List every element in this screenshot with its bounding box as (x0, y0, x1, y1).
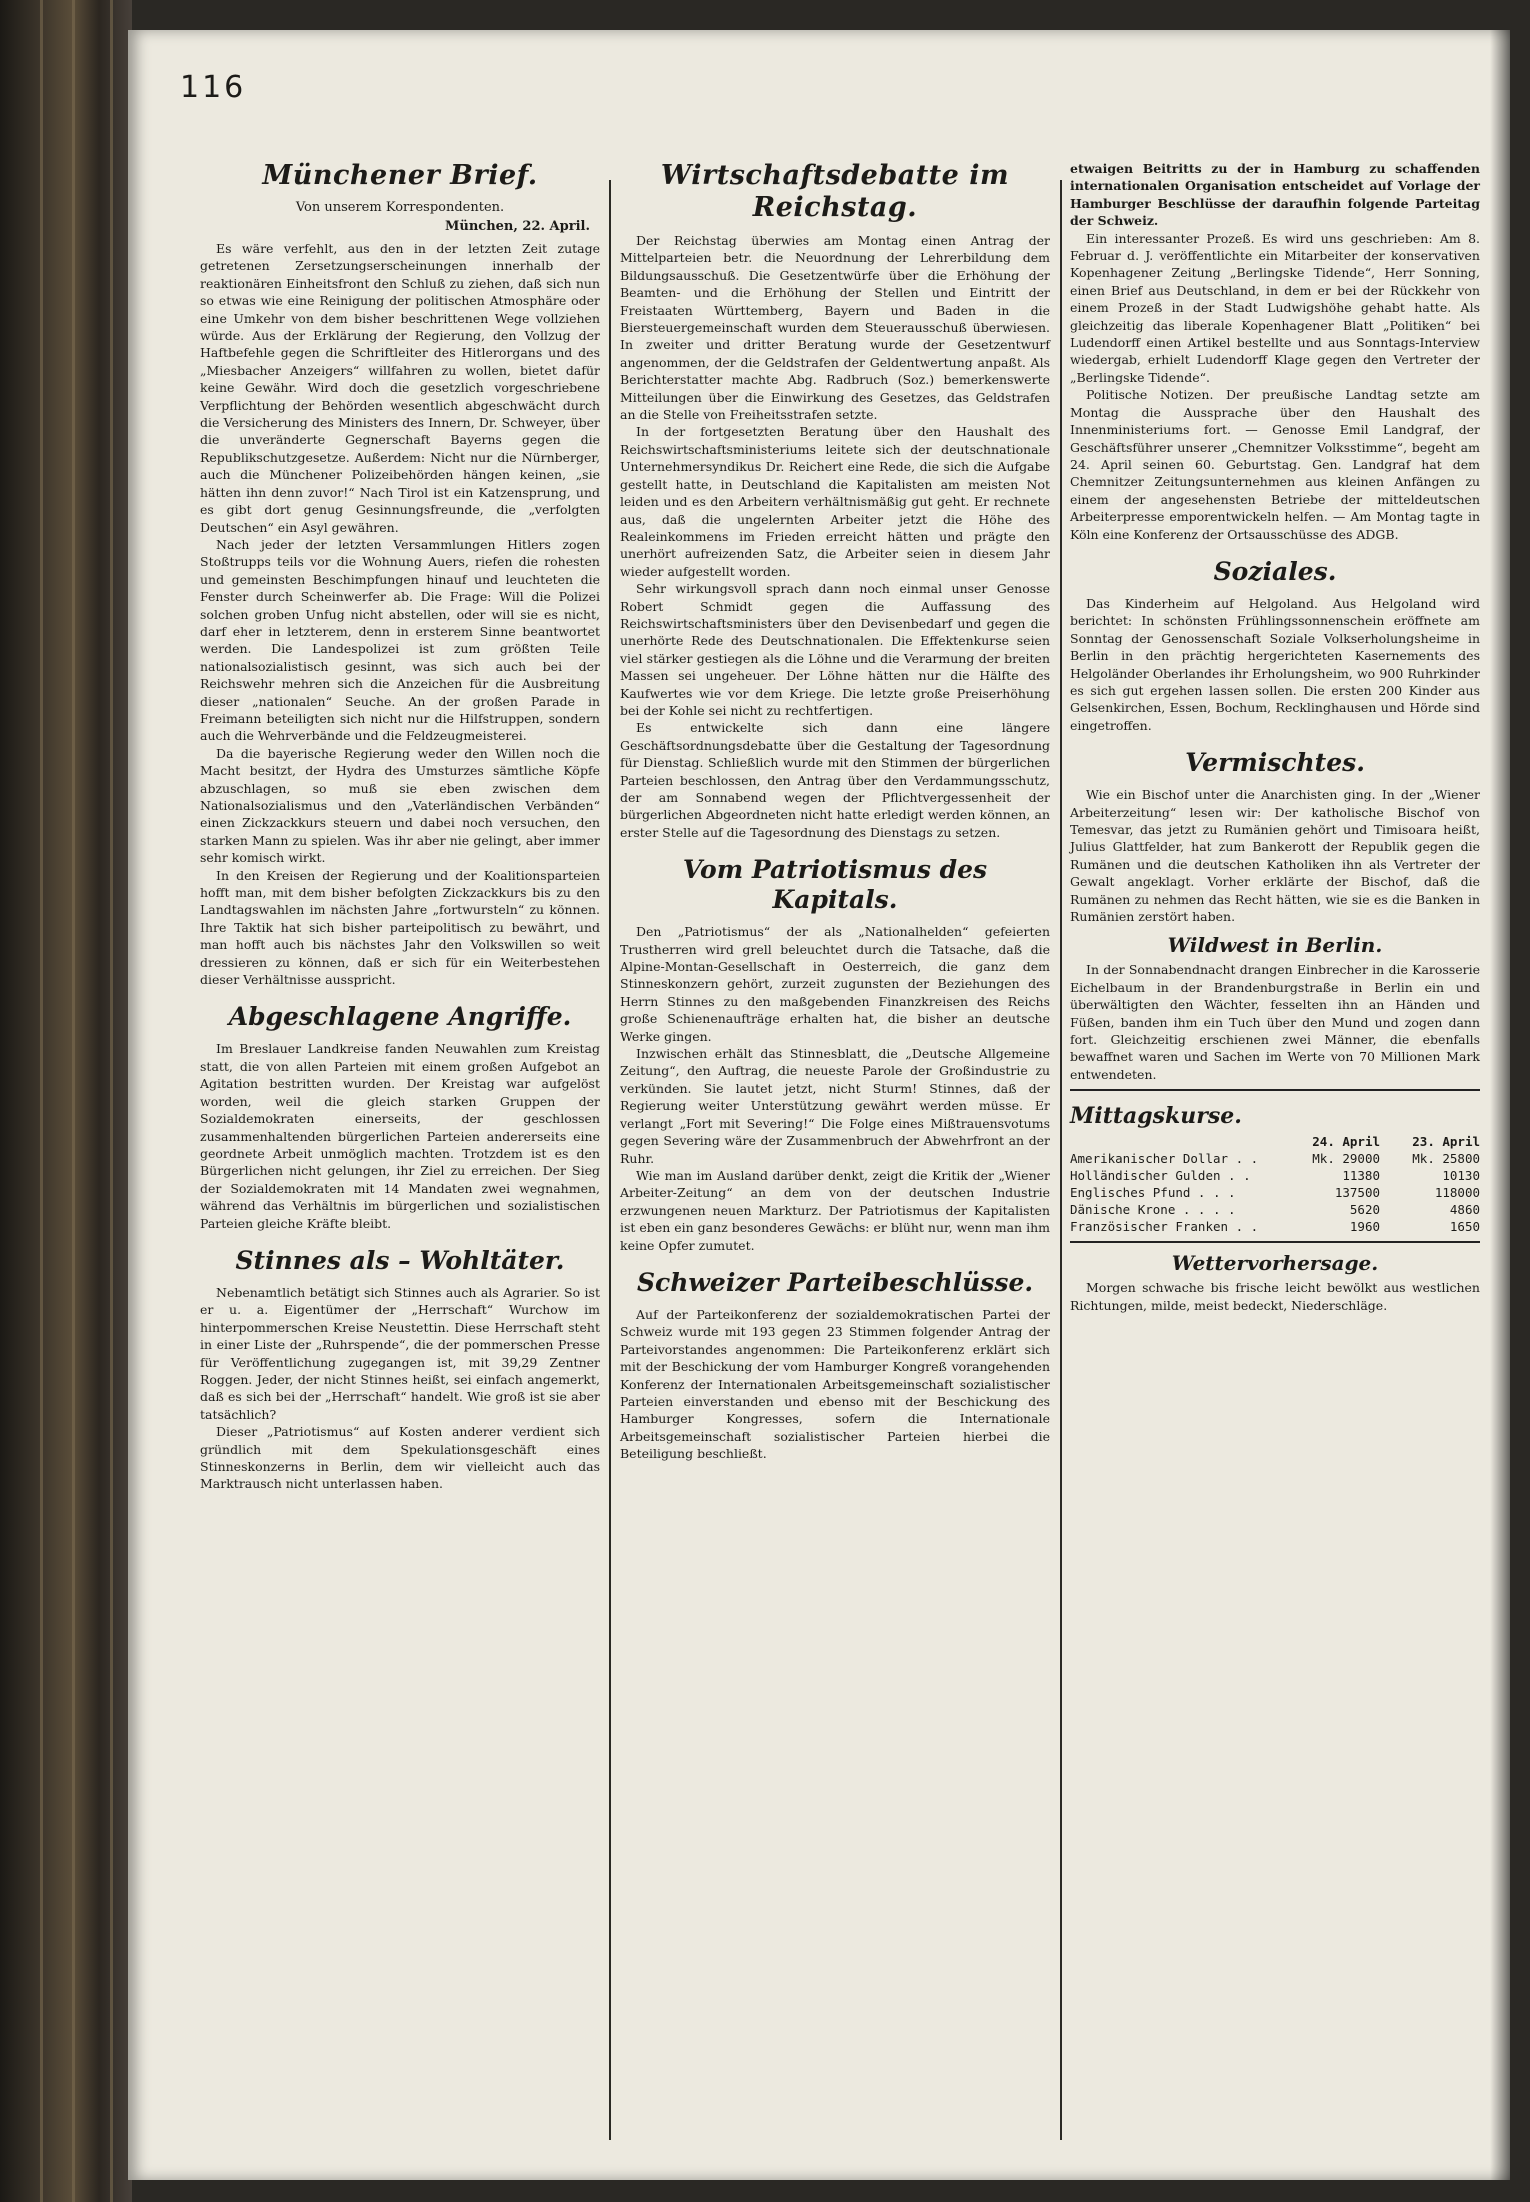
market-header (1070, 1133, 1480, 1150)
currency-name: Holländischer Gulden . . (1070, 1168, 1251, 1184)
rate-today: Mk. 29000 (1312, 1151, 1380, 1167)
paragraph: Wie man im Ausland darüber denkt, zeigt die Kritik der „Wiener Arbeiter-Zeitung“ an dem von der deutschen Industrie erzwungenen neuen Markturz. Der Patriotismus der Kapitalisten ist eben ein ganz besonderes Gewächs: er blüht nur, wenn man ihm keine Opfer zumutet. (620, 1167, 1050, 1253)
paragraph: Im Breslauer Landkreise fanden Neuwahlen zum Kreistag statt, die von allen Parteien mit einem großen Aufgebot an Agitation bestritten wurden. Der Kreistag war aufgelöst worden, weil die gleich starken Gruppen der Sozialdemokraten einerseits, der geschlossen zusammenhaltenden bürgerlichen Parteien andererseits eine geordnete Arbeit unmöglich machten. Trotzdem ist es den Bürgerlichen nicht gelungen, ihr Ziel zu erreichen. Der Sieg der Sozialdemokraten mit 14 Mandaten zwei wegnahmen, während das Verhältnis im bürgerlichen und sozialistischen Parteien gleiche Kräfte bleibt. (200, 1041, 600, 1231)
paragraph: Den „Patriotismus“ der als „Nationalhelden“ gefeierten Trustherren wird grell beleuchtet durch die Tatsache, daß die Alpine-Montan-Gesellschaft in Oesterreich, die ganz dem Stinneskonzern gehört, zurzeit zugunsten der Beziehungen des Herrn Stinnes zu den maßgebenden Finanzkreisen des Reichs große Schienenaufträge erhalten hat, die bisher an deutsche Werke gingen. (620, 924, 1050, 1044)
column-rule (609, 180, 611, 2140)
headline-abgeschlagene-angriffe: Abgeschlagene Angriffe. (228, 1002, 572, 1032)
subheading-wildwest-berlin: Wildwest in Berlin. (1167, 933, 1383, 958)
column-rule (1060, 180, 1062, 2140)
paragraph: Ein interessanter Prozeß. Es wird uns geschrieben: Am 8. Februar d. J. veröffentlichte ein Mitarbeiter der konservativen Kopenhagener Zeitung „Berlingske Tidende“, Herr Sonning, einen Brief aus Deutschland, in dem er bei der Rückkehr von einem Prozeß in der Stadt Ludwigshöhe gehabt hatte. Als gleichzeitig das liberale Kopenhagener Blatt „Politiken“ bei Ludendorff einen Artikel bestellte und aus Sonntags-Interview wiedergab, erhielt Ludendorff Klage gegen den Vertreter der „Berlingske Tidende“. (1070, 230, 1480, 385)
newspaper-page (128, 30, 1510, 2180)
market-row (1070, 1150, 1480, 1167)
divider (1070, 1089, 1480, 1091)
paragraph: Das Kinderheim auf Helgoland. Aus Helgoland wird berichtet: In schönsten Frühlingssonnenschein eröffnete am Sonntag der Genossenschaft Soziale Volkserholungsheime in Berlin in den prächtig hergerichteten Kasernements des Helgoländer Oberlandes ihr Erholungsheim, wo 900 Ruhrkinder es sich gut ergehen lassen sollen. Die ersten 200 Kinder aus Gelsenkirchen, Essen, Bochum, Recklinghausen und Hörde sind eingetroffen. (1070, 595, 1480, 733)
paragraph: Politische Notizen. Der preußische Landtag setzte am Montag die Aussprache über den Haushalt des Innenministeriums fort. — Genosse Emil Landgraf, der Geschäftsführer unserer „Chemnitzer Volksstimme“, begeht am 24. April seinen 60. Geburtstag. Gen. Landgraf hat dem Chemnitzer Zeitungsunternehmen aus kleinen Anfängen zu einem der angesehensten Betriebe der mitteldeutschen Arbeiterpresse emporentwickeln helfen. — Am Montag tagte in Köln eine Konferenz der Ortsausschüsse des ADGB. (1070, 387, 1480, 542)
rate-today: 137500 (1334, 1185, 1380, 1201)
paragraph: Auf der Parteikonferenz der sozialdemokratischen Partei der Schweiz wurde mit 193 gegen 23 Stimmen folgender Antrag der Parteivorstandes angenommen: Die Parteikonferenz erklärt sich mit der Beschickung der vom Hamburger Kongreß vorangehenden Konferenz der Internationalen Arbeitsgemeinschaft sozialistischer Parteien einverstanden und ebenso mit der Beschickung des Hamburger Kongresses, sofern die Internationale Arbeitsgemeinschaft sozialistischer Parteien hierbei die Beteiligung beschließt. (620, 1306, 1050, 1462)
rate-previous: Mk. 25800 (1412, 1151, 1480, 1167)
headline-muenchener-brief: Münchener Brief. (262, 160, 538, 191)
paragraph: Da die bayerische Regierung weder den Willen noch die Macht besitzt, der Hydra des Umsturzes sämtliche Köpfe abzuschlagen, so muß sie eben zwischen dem Nationalsozialismus und den „Vaterländischen Verbänden“ einen Zickzackkurs steuern und dabei noch versuchen, den starken Mann zu spielen. Was ihr aber nie gelingt, aber immer sehr komisch wirkt. (200, 745, 600, 866)
rate-previous: 118000 (1434, 1185, 1480, 1201)
headline-wirtschaftsdebatte: Wirtschaftsdebatte im Reichstag. (660, 160, 1010, 223)
rate-today: 11380 (1342, 1168, 1380, 1184)
currency-name: Französischer Franken . . (1070, 1219, 1259, 1235)
paragraph: Dieser „Patriotismus“ auf Kosten anderer verdient sich gründlich mit dem Spekulationsgeschäft eines Stinneskonzerns in Berlin, dem wir vielleicht auch das Marktrausch nicht unterlassen haben. (200, 1424, 600, 1492)
weather-text: Morgen schwache bis frische leicht bewölkt aus westlichen Richtungen, milde, meist bedeckt, Niederschläge. (1070, 1280, 1480, 1313)
paragraph: Nebenamtlich betätigt sich Stinnes auch als Agrarier. So ist er u. a. Eigentümer der „Herrschaft“ Wurchow im hinterpommerschen Kreise Neustettin. Diese Herrschaft steht in einer Liste der „Ruhrspende“, die der pommerschen Presse für Veröffentlichung zugegangen ist, mit 39,29 Zentner Roggen. Jeder, der nicht Stinnes heißt, sei einfach angemerkt, daß es sich bei der „Herrschaft“ handelt. Wie groß ist sie aber tatsächlich? (200, 1284, 600, 1422)
paragraph: In den Kreisen der Regierung und der Koalitionsparteien hofft man, mit dem bisher befolgten Zickzackkurs bis zu den Landtagswahlen im nächsten Jahre „fortwursteln“ zu können. Ihre Taktik hat sich bisher parteipolitisch zu bewährt, und man hofft auch bis nächstes Jahr den Volkswillen so weit dressieren zu können, daß er sich für ein Weiterbestehen dieser Verhältnisse ausspricht. (200, 867, 600, 988)
headline-stinnes-wohltaeter: Stinnes als – Wohltäter. (235, 1245, 565, 1275)
paragraph: Der Reichstag überwies am Montag einen Antrag der Mittelparteien betr. die Neuordnung der Lehrerbildung dem Bildungsausschuß. Die Gesetzentwürfe über die Erhöhung der Beamten- und die Erhöhung der Stellen und Eintritt der Freistaaten Württemberg, Bayern und Baden in die Biersteuergemeinschaft wurden dem Steuerausschuß überwiesen. In zweiter und dritter Beratung wurde der Gesetzentwurf angenommen, der die Geldstrafen der Geldentwertung anpaßt. Als Berichterstatter machte Abg. Radbruch (Soz.) bemerkenswerte Mitteilungen über die Einwirkung des Gesetzes, das Geldstrafen an die Stelle von Freiheitsstrafen setzte. (620, 233, 1050, 423)
paragraph: Wie ein Bischof unter die Anarchisten ging. In der „Wiener Arbeiterzeitung“ lesen wir: Der katholische Bischof von Temesvar, das jetzt zu Rumänien gehört und Timisoara heißt, Julius Glattfelder, hat zum Bankerott der Republik gegen die Rumänen und die deutschen Katholiken ihn als Vertreter der Gewalt angeklagt. Vorher erklärte der Bischof, daß die Rumänen zu nehmen das Recht hätten, wie sie es die Banken in Rumänien zerstört haben. (1070, 787, 1480, 925)
rate-previous: 4860 (1449, 1202, 1480, 1218)
paragraph: Inzwischen erhält das Stinnesblatt, die „Deutsche Allgemeine Zeitung“, den Auftrag, die neueste Parole der Großindustrie zu verkünden. Sie lautet jetzt, nicht Sturm! Stinnes, daß der Regierung weiter Unterstützung gewährt werden müsse. Er verlangt „Fort mit Severing!“ Die Folge eines Mißtrauensvotums gegen Severing wäre der Zusammenbruch der Abwehrfront an der Ruhr. (620, 1046, 1050, 1166)
market-row (1070, 1184, 1480, 1201)
paragraph-continuation: etwaigen Beitritts zu der in Hamburg zu schaffenden internationalen Organisation entscheidet auf Vorlage der Hamburger Beschlüsse der daraufhin folgende Parteitag der Schweiz. (1070, 161, 1480, 229)
heading-vermischtes: Vermischtes. (1185, 748, 1365, 778)
market-row (1070, 1201, 1480, 1218)
page-edge-shadow (1490, 30, 1510, 2180)
currency-name: Amerikanischer Dollar . . (1070, 1151, 1259, 1167)
paragraph: In der fortgesetzten Beratung über den Haushalt des Reichswirtschaftsministeriums leitete sich der deutschnationale Unternehmersyndikus Dr. Reichert eine Rede, die sich die Aufgabe gestellt hatte, in Deutschland die Kapitalisten am meisten Not leiden und es den Arbeitern verhältnismäßig gut geht. Er rechnete aus, daß die ungelernten Arbeiter jetzt die Höhe des Realeinkommens im Frieden erreicht hätten und prägte den unerhört aufreizenden Satz, die Arbeiter seien in diesem Jahr wieder aufgestellt worden. (620, 424, 1050, 579)
dateline: München, 22. April. (444, 219, 590, 234)
page-number: 116 (180, 70, 247, 105)
byline: Von unserem Korrespondenten. (295, 200, 505, 215)
divider (1070, 1241, 1480, 1243)
paragraph: Es wäre verfehlt, aus den in der letzten Zeit zutage getretenen Zersetzungserscheinungen innerhalb der reaktionären Einheitsfront den Schluß zu ziehen, daß sich nun so etwas wie eine Reinigung der politischen Atmosphäre oder eine Umkehr von dem bisher beschrittenen Wege vollziehen würde. Aus der Erklärung der Regierung, den Vollzug der Haftbefehle gegen die Schriftleiter des Hitlerorgans und des „Miesbacher Anzeigers“ willfahren zu wollen, bietet dafür keine Gewähr. Wird doch die gesetzlich vorgeschriebene Verpflichtung der Behörden wesentlich abgeschwächt durch die Versicherung des Ministers des Innern, Dr. Schweyer, über die unveränderte Gegnerschaft Bayerns gegen die Republikschutzgesetze. Außerdem: Nicht nur die Nürnberger, auch die Münchener Polizeibehörden hängen keinen, „sie hätten ihn denn zuvor!“ Nach Tirol ist ein Katzensprung, und es gibt dort genug Gesinnungsfreunde, die „verfolgten Deutschen“ ein Asyl gewähren. (200, 241, 600, 535)
rate-today: 5620 (1349, 1202, 1380, 1218)
headline-schweizer-parteibeschluesse: Schweizer Parteibeschlüsse. (636, 1267, 1034, 1297)
currency-name: Dänische Krone . . . . (1070, 1202, 1236, 1218)
market-title: Mittagskurse. (1070, 1103, 1242, 1130)
column-2 (620, 160, 1050, 1463)
market-row (1070, 1167, 1480, 1184)
weather-title: Wettervorhersage. (1171, 1251, 1379, 1276)
rate-today: 1960 (1349, 1219, 1380, 1235)
headline-patriotismus-kapitals: Vom Patriotismus des Kapitals. (682, 855, 988, 915)
book-binding (0, 0, 132, 2202)
market-date-1: 24. April (1312, 1134, 1380, 1150)
heading-soziales: Soziales. (1213, 556, 1337, 586)
market-row (1070, 1218, 1480, 1235)
currency-name: Englisches Pfund . . . (1070, 1185, 1236, 1201)
paragraph: Es entwickelte sich dann eine längere Geschäftsordnungsdebatte über die Gestaltung der Tagesordnung für Dienstag. Schließlich wurde mit den Stimmen der bürgerlichen Parteien beschlossen, den Antrag über den Verdammungsschutz, der am Sonnabend wegen der Pflichtvergessenheit der bürgerlichen Abgeordneten nicht hatte erledigt werden können, an erster Stelle auf die Tagesordnung des Dienstags zu setzen. (620, 720, 1050, 840)
column-3 (1070, 160, 1480, 1314)
paragraph: Nach jeder der letzten Versammlungen Hitlers zogen Stoßtrupps teils vor die Wohnung Auers, riefen die rohesten und gemeinsten Beschimpfungen hinauf und leuchteten die Fenster durch Scheinwerfer ab. Die Frage: Will die Polizei solchen groben Unfug nicht abstellen, oder will sie es nicht, darf eher in letzterem, denn in ersterem Sinne beantwortet werden. Die Landespolizei ist zum größten Teile nationalsozialistisch gesinnt, was sich auch bei der Reichswehr mehren sich die Anzeichen für die Ausbreitung dieser „nationalen“ Seuche. An der großen Parade in Freimann beteiligten sich nicht nur die Hilfstruppen, sondern auch die Wehrverbände und die Feldzeugmeisterei. (200, 536, 600, 744)
market-date-2: 23. April (1412, 1134, 1480, 1150)
rate-previous: 10130 (1442, 1168, 1480, 1184)
rate-previous: 1650 (1449, 1219, 1480, 1235)
column-1 (200, 160, 600, 1493)
paragraph: In der Sonnabendnacht drangen Einbrecher in die Karosserie Eichelbaum in der Brandenburgstraße in Berlin ein und überwältigten den Wächter, fesselten ihn an Händen und Füßen, banden ihm ein Tuch über den Mund und zogen dann fort. Gleichzeitig erschienen zwei Männer, die ebenfalls bewaffnet waren und Sachen im Werte von 70 Millionen Mark entwendeten. (1070, 962, 1480, 1082)
paragraph: Sehr wirkungsvoll sprach dann noch einmal unser Genosse Robert Schmidt gegen die Auffassung des Reichswirtschaftsministers über den Devisenbedarf und gegen die unerhörte Rede des Deutschnationalen. Die Effektenkurse seien viel stärker gestiegen als die Löhne und die Verarmung der breiten Massen sei ungeheuer. Der Löhne hätten nur die Hälfte des Kaufwertes wie vor dem Kriege. Die letzte große Preiserhöhung bei der Kohle sei nicht zu rechtfertigen. (620, 581, 1050, 718)
